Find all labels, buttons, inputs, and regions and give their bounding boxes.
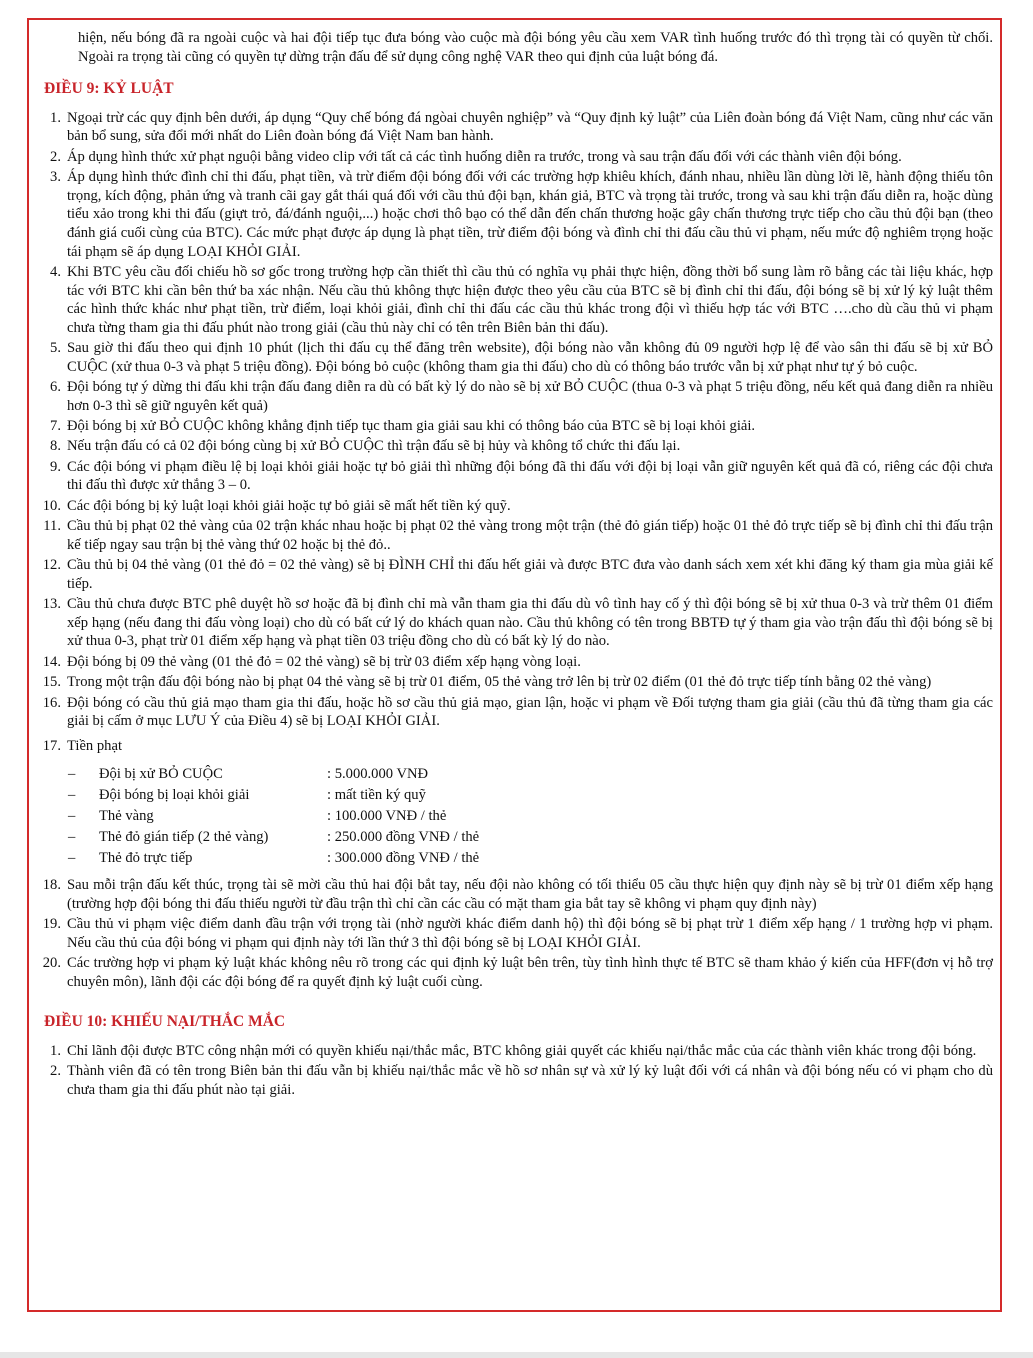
item-number: 18. bbox=[42, 877, 61, 894]
fine-dash: – bbox=[68, 808, 76, 825]
window-bottom-bar bbox=[0, 1352, 1033, 1358]
list-item bbox=[42, 263, 993, 337]
list-item bbox=[42, 517, 993, 554]
fine-label: Thẻ đỏ gián tiếp (2 thẻ vàng) bbox=[99, 829, 269, 846]
list-item bbox=[42, 417, 993, 436]
list-item bbox=[42, 694, 993, 731]
item-text: Cầu thủ bị phạt 02 thẻ vàng của 02 trận khác nhau hoặc bị phạt 02 thẻ vàng trong một trận (thẻ đỏ gián tiếp) hoặc 01 thẻ đỏ trực tiếp sẽ bị đình chỉ thi đấu trận kế tiếp ngay sau trận bị thẻ vàng thứ 02 hoặc bị thẻ đỏ.. bbox=[67, 518, 993, 553]
fine-label: Đội bị xử BỎ CUỘC bbox=[99, 766, 223, 783]
item-text: Các đội bóng vi phạm điều lệ bị loại khỏi giải hoặc tự bỏ giải thì những đội bóng đã thi đấu với đội bị loại vẫn giữ nguyên kết quả đã có, riêng các đội chưa thi đấu thì được xử thắng 3 – 0. bbox=[67, 458, 993, 494]
list-item bbox=[42, 378, 993, 415]
list-item bbox=[42, 915, 993, 952]
list-item bbox=[42, 954, 993, 991]
fine-dash: – bbox=[68, 766, 76, 783]
item-text: Chỉ lãnh đội được BTC công nhận mới có quyền khiếu nại/thắc mắc, BTC không giải quyết các khiếu nại/thắc mắc của các thành viên khác trong đội bóng. bbox=[67, 1043, 977, 1060]
fine-label: Đội bóng bị loại khỏi giải bbox=[99, 787, 250, 804]
item-text: Đội bóng tự ý dừng thi đấu khi trận đấu đang diễn ra dù có bất kỳ lý do nào sẽ bị xử BỎ CUỘC (thua 0-3 và phạt 5 triệu đồng, nếu kết quả đang diễn ra nhiều hơn 0-3 thì sẽ giữ nguyên kết quả) bbox=[67, 379, 993, 414]
list-item bbox=[42, 148, 993, 167]
item-text: Nếu trận đấu có cả 02 đội bóng cùng bị xử BỎ CUỘC thì trận đấu sẽ bị hủy và không tổ chức thi đấu lại. bbox=[67, 438, 681, 455]
item-number: 1. bbox=[50, 109, 61, 126]
article-9-title: ĐIỀU 9: KỶ LUẬT bbox=[44, 80, 174, 98]
intro-paragraph: hiện, nếu bóng đã ra ngoài cuộc và hai đội tiếp tục đưa bóng vào cuộc mà đội bóng yêu cầu xem VAR tình huống trước đó thì trọng tài có quyền từ chối. Ngoài ra trọng tài cũng có quyền tự dừng trận đấu để sử dụng công nghệ VAR theo qui định của luật bóng đá. bbox=[78, 30, 993, 65]
item-number: 5. bbox=[50, 340, 61, 357]
fine-row bbox=[68, 806, 993, 827]
fine-label: Thẻ vàng bbox=[99, 808, 154, 825]
item-text: Áp dụng hình thức đình chỉ thi đấu, phạt tiền, và trừ điểm đội bóng đối với các trường hợp khiêu khích, đánh nhau, nhiều lần dùng lời lẽ, hành động thiếu tôn trọng, kích động, phản ứng và tranh cãi gay gắt thái quá đối với cầu thủ đội bạn, khán giả, BTC và trọng tài trước, trong và sau khi trận đấu diễn ra, hoặc dùng tiểu xảo trong khi thi đấu (giựt trỏ, đá/đánh nguội,...) hoặc chơi thô bạo có thể dẫn đến chấn thương hoặc gây chấn thương trực tiếp cho cầu thủ đội bạn (theo đánh giá cuối cùng của BTC). Các mức phạt được áp dụng là phạt tiền, trừ điểm đội bóng và đình chỉ thi đấu cầu thủ vi phạm, nếu mức độ nghiêm trọng hoặc tái phạm sẽ áp dụng LOẠI KHỎI GIẢI. bbox=[67, 169, 993, 260]
list-item bbox=[42, 876, 993, 913]
item-number: 2. bbox=[50, 148, 61, 165]
item-number: 10. bbox=[42, 497, 61, 514]
item-number: 16. bbox=[42, 694, 61, 711]
list-item bbox=[42, 673, 993, 692]
item-text: Thành viên đã có tên trong Biên bản thi đấu vẫn bị khiếu nại/thắc mắc về hồ sơ nhân sự và xử lý kỷ luật đối với cá nhân và đội bóng nếu có vi phạm cho dù chưa tham gia thi đấu phút nào tại giải. bbox=[67, 1063, 993, 1099]
item-number: 4. bbox=[50, 263, 61, 280]
list-item bbox=[42, 595, 993, 651]
item-number: 14. bbox=[42, 653, 61, 670]
item-text: Sau giờ thi đấu theo qui định 10 phút (lịch thi đấu cụ thể đăng trên website), đội bóng nào vẫn không đủ 09 người hợp lệ để vào sân thi đấu sẽ bị xử BỎ CUỘC (xử thua 0-3 và phạt 5 triệu đồng). Đội bóng bỏ cuộc (không tham gia thi đấu) cho dù có thông báo trước vẫn bị xử phạt như tự ý bỏ cuộc. bbox=[67, 340, 993, 375]
fine-value: : 5.000.000 VNĐ bbox=[327, 766, 429, 783]
item-text: Đội bóng bị xử BỎ CUỘC không khẳng định tiếp tục tham gia giải sau khi có thông báo của BTC sẽ bị loại khỏi giải. bbox=[67, 418, 756, 435]
item-number: 9. bbox=[50, 458, 61, 475]
fines-table bbox=[68, 764, 993, 869]
fine-row bbox=[68, 827, 993, 848]
document-page bbox=[27, 18, 1002, 1312]
fine-dash: – bbox=[68, 787, 76, 804]
document-content bbox=[42, 29, 993, 1101]
list-item bbox=[42, 109, 993, 146]
item-number: 17. bbox=[42, 737, 61, 754]
fine-dash: – bbox=[68, 829, 76, 846]
item-text: Đội bóng bị 09 thẻ vàng (01 thẻ đỏ = 02 thẻ vàng) sẽ bị trừ 03 điểm xếp hạng vòng loại. bbox=[67, 653, 581, 670]
item-text: Áp dụng hình thức xử phạt nguội bằng video clip với tất cả các tình huống diễn ra trước, trong và sau trận đấu đối với các thành viên đội bóng. bbox=[67, 148, 902, 165]
article-10-title: ĐIỀU 10: KHIẾU NẠI/THẮC MẮC bbox=[44, 1013, 286, 1031]
list-item bbox=[42, 737, 993, 756]
item-text: Ngoại trừ các quy định bên dưới, áp dụng “Quy chế bóng đá ngòai chuyên nghiệp” và “Quy định kỷ luật” của Liên đoàn bóng đá Việt Nam, cũng như các văn bản bổ sung, sửa đổi mới nhất do Liên đoàn bóng đá Việt Nam ban hành. bbox=[67, 109, 993, 145]
article-9-list bbox=[42, 109, 993, 756]
list-item bbox=[42, 556, 993, 593]
list-item bbox=[42, 458, 993, 495]
item-number: 15. bbox=[42, 674, 61, 691]
item-text: Sau mỗi trận đấu kết thúc, trọng tài sẽ mời cầu thủ hai đội bắt tay, nếu đội nào không có tối thiểu 05 cầu thực hiện quy định này sẽ bị trừ 01 điểm xếp hạng (trường hợp đội bóng thi đấu thiếu người từ đầu trận thì chỉ cần các cầu có mặt tham gia bắt tay sẽ không vi phạm quy định này) bbox=[67, 877, 993, 912]
fine-value: : 100.000 VNĐ / thẻ bbox=[327, 808, 447, 825]
fine-value: : 250.000 đồng VNĐ / thẻ bbox=[327, 829, 480, 846]
item-text: Cầu thủ bị 04 thẻ vàng (01 thẻ đỏ = 02 thẻ vàng) sẽ bị ĐÌNH CHỈ thi đấu hết giải và được BTC đưa vào danh sách xem xét khi đăng ký tham gia mùa giải kế tiếp. bbox=[67, 557, 993, 592]
item-number: 7. bbox=[50, 418, 61, 435]
fine-label: Thẻ đỏ trực tiếp bbox=[99, 850, 193, 867]
item-text: Trong một trận đấu đội bóng nào bị phạt 04 thẻ vàng sẽ bị trừ 01 điểm, 05 thẻ vàng trở lên bị trừ 02 điểm (01 thẻ đỏ trực tiếp tính bằng 02 thẻ vàng) bbox=[67, 674, 932, 691]
list-item bbox=[42, 437, 993, 456]
item-text: Cầu thủ chưa được BTC phê duyệt hồ sơ hoặc đã bị đình chỉ mà vẫn tham gia thi đấu dù vô tình hay cố ý thì đội bóng sẽ bị xử thua 0-3 và trừ thêm 01 điểm xếp hạng (nếu đang thi đấu vòng loại) cho dù có bất cứ lý do khách quan nào. Cầu thủ không có tên trong BBTĐ tự ý tham gia vào trận đấu thì đội bóng sẽ bị xử thua 0-3, phạt trừ 01 điểm xếp hạng và phạt tiền 03 triệu đồng cho dù có bất kỳ lý do nào. bbox=[67, 596, 993, 650]
article-9-list-continued bbox=[42, 876, 993, 991]
list-item bbox=[42, 1042, 993, 1061]
article-10-list bbox=[42, 1042, 993, 1100]
list-item bbox=[42, 339, 993, 376]
fine-row bbox=[68, 848, 993, 869]
item-number: 19. bbox=[42, 916, 61, 933]
fine-row bbox=[68, 764, 993, 785]
fine-dash: – bbox=[68, 850, 76, 867]
fine-value: : 300.000 đồng VNĐ / thẻ bbox=[327, 850, 480, 867]
list-item bbox=[42, 497, 993, 516]
list-item bbox=[42, 168, 993, 261]
item-text: Đội bóng có cầu thủ giả mạo tham gia thi đấu, hoặc hồ sơ cầu thủ giả mạo, gian lận, hoặc vi phạm về Đối tượng tham gia giải (cầu thủ đã từng tham gia các giải bị cấm ở mục LƯU Ý của Điều 4) sẽ bị LOẠI KHỎI GIẢI. bbox=[67, 694, 993, 730]
item-number: 1. bbox=[50, 1043, 61, 1060]
fine-value: : mất tiền ký quỹ bbox=[327, 787, 426, 804]
item-number: 12. bbox=[42, 557, 61, 574]
item-text: Tiền phạt bbox=[67, 737, 123, 754]
item-number: 2. bbox=[50, 1063, 61, 1080]
item-number: 6. bbox=[50, 379, 61, 396]
item-text: Cầu thủ vi phạm việc điểm danh đầu trận với trọng tài (nhờ người khác điểm danh hộ) thì đội bóng sẽ bị phạt trừ 1 điểm xếp hạng / 1 trường hợp vi phạm. Nếu cầu thủ của đội bóng vi phạm qui định này tới lần thứ 3 thì đội bóng sẽ bị LOẠI KHỎI GIẢI. bbox=[67, 916, 993, 951]
list-item bbox=[42, 653, 993, 672]
item-number: 13. bbox=[42, 596, 61, 613]
item-text: Khi BTC yêu cầu đối chiếu hồ sơ gốc trong trường hợp cần thiết thì cầu thủ có nghĩa vụ phải thực hiện, đồng thời bổ sung làm rõ bằng các tài liệu khác, hợp tác với BTC khi cần bên thứ ba xác nhận. Nếu cầu thủ không thực hiện được theo yêu cầu của BTC sẽ bị đình chỉ thi đấu, đội bóng sẽ bị xử lý kỷ luật thêm các hình thức khác như phạt tiền, trừ điểm, loại khỏi giải, đình chỉ thi đấu các cầu thủ khác trong đội vì thiếu hợp tác với BTC ….cho dù cầu thủ vi phạm chưa từng tham gia thi đấu phút nào trong giải (cầu thủ này chỉ có tên trên Biên bản thi đấu). bbox=[67, 263, 993, 336]
fine-row bbox=[68, 785, 993, 806]
item-number: 20. bbox=[42, 955, 61, 972]
item-text: Các trường hợp vi phạm kỷ luật khác không nêu rõ trong các qui định kỷ luật bên trên, tùy tình hình thực tế BTC sẽ tham khảo ý kiến của HFF(đơn vị hỗ trợ chuyên môn), lãnh đội các đội bóng để ra quyết định kỷ luật cuối cùng. bbox=[67, 955, 993, 990]
item-text: Các đội bóng bị kỷ luật loại khỏi giải hoặc tự bỏ giải sẽ mất hết tiền ký quỹ. bbox=[67, 497, 511, 514]
list-item bbox=[42, 1062, 993, 1099]
item-number: 3. bbox=[50, 169, 61, 186]
item-number: 11. bbox=[43, 518, 61, 535]
item-number: 8. bbox=[50, 438, 61, 455]
